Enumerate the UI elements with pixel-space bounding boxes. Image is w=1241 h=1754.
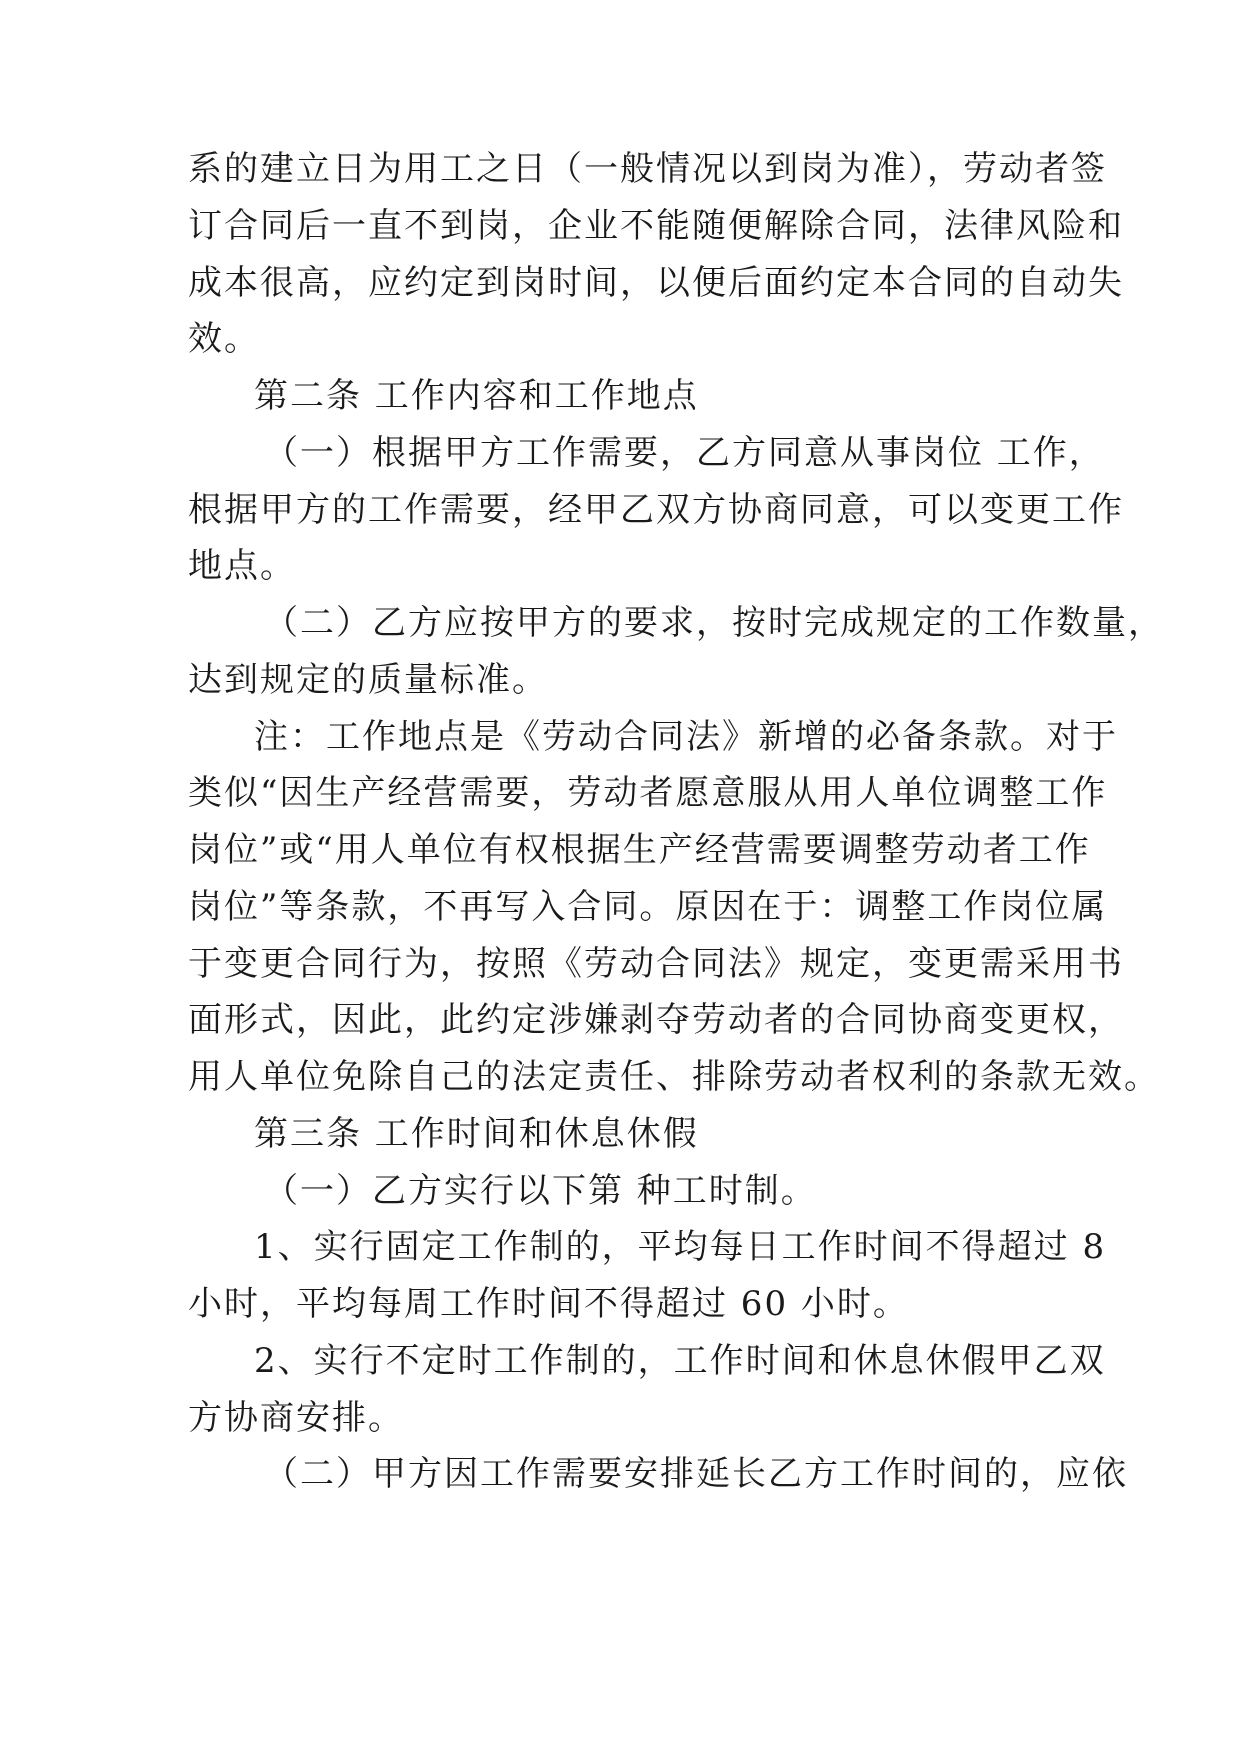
text-line: 根据甲方的工作需要，经甲乙双方协商同意，可以变更工作 (188, 490, 1124, 530)
text-line: 方协商安排。 (188, 1398, 404, 1438)
text-line: 岗位”等条款，不再写入合同。原因在于：调整工作岗位属 (188, 887, 1108, 927)
text-line: 用人单位免除自己的法定责任、排除劳动者权利的条款无效。 (188, 1057, 1160, 1097)
text-line: 订合同后一直不到岗，企业不能随便解除合同，法律风险和 (188, 206, 1124, 246)
note-line: 注：工作地点是《劳动合同法》新增的必备条款。对于 (254, 717, 1118, 757)
text-line: 系的建立日为用工之日（一般情况以到岗为准），劳动者签 (188, 149, 1107, 189)
text-line: （二）甲方因工作需要安排延长乙方工作时间的，应依 (264, 1454, 1128, 1494)
text-line: 达到规定的质量标准。 (188, 660, 548, 700)
text-line: （一）根据甲方工作需要，乙方同意从事岗位 工作， (264, 433, 1105, 473)
section-heading: 第三条 工作时间和休息休假 (254, 1114, 699, 1154)
text-line: （一）乙方实行以下第 种工时制。 (264, 1171, 817, 1211)
text-line: 成本很高，应约定到岗时间，以便后面约定本合同的自动失 (188, 263, 1124, 303)
text-line: 于变更合同行为，按照《劳动合同法》规定，变更需采用书 (188, 944, 1124, 984)
text-line: 类似“因生产经营需要，劳动者愿意服从用人单位调整工作 (188, 773, 1108, 813)
text-line: （二）乙方应按甲方的要求，按时完成规定的工作数量， (264, 603, 1164, 643)
text-line: 2、实行不定时工作制的，工作时间和休息休假甲乙双 (254, 1341, 1106, 1381)
text-line: 地点。 (188, 546, 296, 586)
text-line: 面形式，因此，此约定涉嫌剥夺劳动者的合同协商变更权， (188, 1000, 1124, 1040)
section-heading: 第二条 工作内容和工作地点 (254, 376, 699, 416)
text-line: 1、实行固定工作制的，平均每日工作时间不得超过 8 (254, 1227, 1107, 1267)
text-line: 岗位”或“用人单位有权根据生产经营需要调整劳动者工作 (188, 830, 1091, 870)
text-line: 小时，平均每周工作时间不得超过 60 小时。 (188, 1284, 909, 1324)
text-line: 效。 (188, 319, 260, 359)
